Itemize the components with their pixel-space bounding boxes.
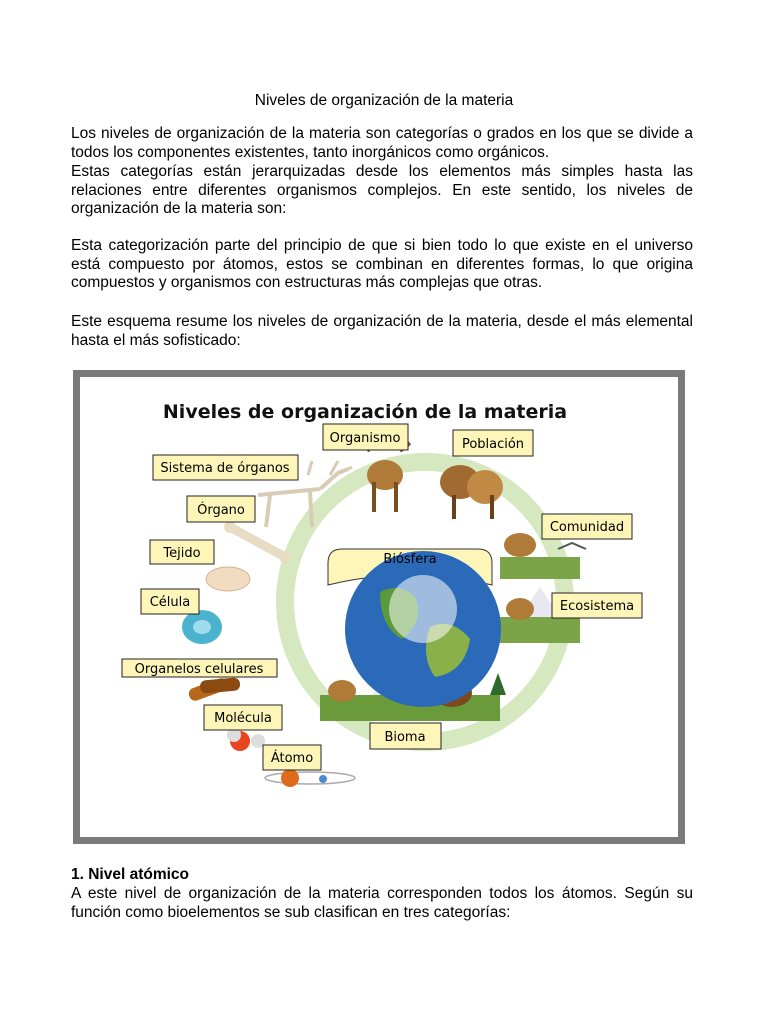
- svg-text:Comunidad: Comunidad: [549, 520, 625, 535]
- levels-diagram: [73, 370, 685, 844]
- label-organelos: [122, 659, 277, 677]
- svg-text:Átomo: Átomo: [270, 751, 314, 766]
- svg-text:Molécula: Molécula: [214, 711, 272, 726]
- label-tejido: [150, 540, 214, 564]
- label-sistema-organos: [153, 455, 298, 480]
- molecule-illustration: [227, 728, 265, 751]
- svg-text:Organelos celulares: Organelos celulares: [134, 662, 264, 677]
- paragraph-intro: Los niveles de organización de la materia son categorías o grados en los que se divide a todos los componentes existentes, tanto inorgánicos como orgánicos.: [71, 125, 693, 161]
- section-text: A este nivel de organización de la materia corresponden todos los átomos. Según su función como bioelementos se sub clasifican en tres categorías:: [71, 885, 693, 921]
- label-atomo: [263, 745, 321, 770]
- svg-text:Tejido: Tejido: [163, 546, 201, 561]
- cell-illustration: [182, 610, 222, 644]
- svg-text:Órgano: Órgano: [197, 503, 245, 518]
- organelles-illustration: [187, 677, 240, 703]
- svg-text:Biósfera: Biósfera: [383, 552, 437, 567]
- svg-text:Población: Población: [461, 437, 525, 452]
- label-bioma: [370, 723, 441, 749]
- svg-text:Sistema de órganos: Sistema de órganos: [160, 461, 290, 476]
- biosphere-illustration: [328, 549, 501, 707]
- label-molecula: [204, 705, 282, 730]
- svg-text:Célula: Célula: [149, 595, 191, 610]
- label-biosfera: [383, 552, 436, 567]
- label-celula: [141, 589, 199, 614]
- svg-text:Bioma: Bioma: [384, 730, 426, 745]
- svg-text:Ecosistema: Ecosistema: [559, 599, 635, 614]
- atom-illustration: [265, 769, 355, 787]
- paragraph-categories: Estas categorías están jerarquizadas desde los elementos más simples hasta las relaciones entre diferentes organismos complejos. En este sentido, los niveles de organización de la materia son:: [71, 163, 693, 218]
- moose-organism-illustration: [362, 443, 410, 512]
- label-ecosistema: [552, 593, 642, 618]
- section-heading: 1. Nivel atómico: [71, 866, 190, 883]
- tissue-illustration: [206, 567, 250, 591]
- document-title: Niveles de organización de la materia: [254, 92, 514, 109]
- bone-illustration: [224, 521, 291, 563]
- label-comunidad: [542, 514, 632, 539]
- population-illustration: [440, 465, 503, 519]
- paragraph-principle: Esta categorización parte del principio de que si bien todo lo que existe en el universo está compuesto por átomos, estos se combinan en diferentes formas, lo que origina compuestos y organismos con estructuras más complejas que otras.: [71, 237, 693, 292]
- diagram-title: Niveles de organización de la materia: [162, 401, 568, 423]
- paragraph-scheme: Este esquema resume los niveles de organización de la materia, desde el más elemental hasta el más sofisticado:: [71, 313, 693, 349]
- svg-text:Organismo: Organismo: [329, 431, 401, 446]
- label-organo: [187, 496, 255, 522]
- label-poblacion: [453, 430, 533, 456]
- label-organismo: [323, 424, 408, 450]
